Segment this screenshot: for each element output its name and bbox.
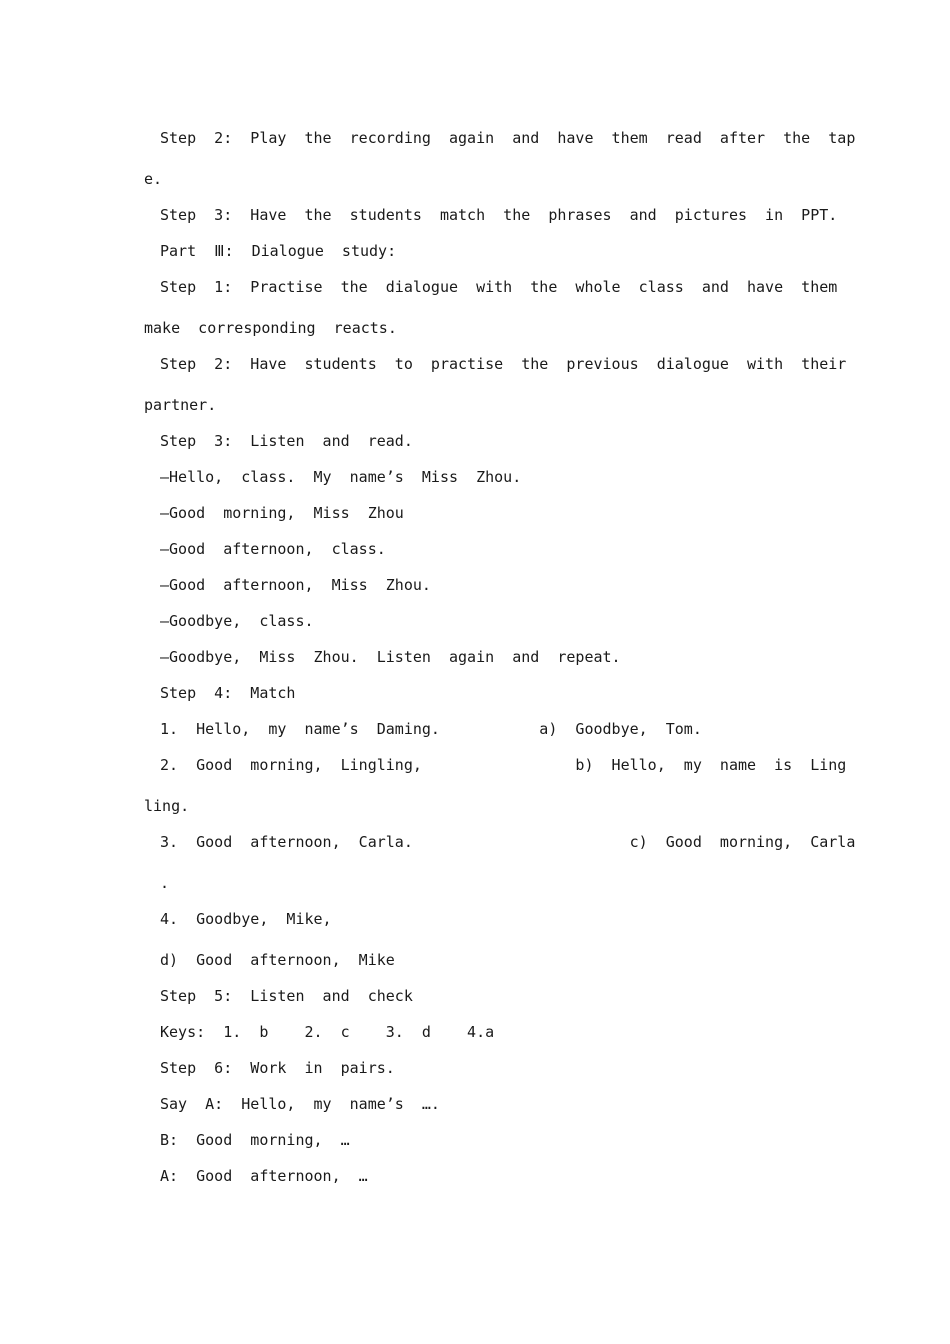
pair-dialogue-a2: A: Good afternoon, … bbox=[160, 1167, 368, 1185]
dialogue-line-6: —Goodbye, Miss Zhou. Listen again and repeat. bbox=[160, 648, 621, 666]
answer-keys: Keys: 1. b 2. c 3. d 4.a bbox=[160, 1023, 495, 1041]
match-item-3: 3. Good afternoon, Carla. c) Good morning, Carla bbox=[160, 833, 856, 851]
step-1-practise-wrap: make corresponding reacts. bbox=[144, 319, 397, 337]
match-item-4: 4. Goodbye, Mike, bbox=[160, 910, 332, 928]
step-2-play-wrap: e. bbox=[144, 170, 163, 188]
step-1-practise-line: Step 1: Practise the dialogue with the whole class and have them bbox=[160, 278, 838, 296]
dialogue-line-1: —Hello, class. My name’s Miss Zhou. bbox=[160, 468, 522, 486]
step-3-match-phrases: Step 3: Have the students match the phrases and pictures in PPT. bbox=[160, 206, 838, 224]
step-2-students-wrap: partner. bbox=[144, 396, 217, 414]
pair-dialogue-b: B: Good morning, … bbox=[160, 1131, 350, 1149]
pair-dialogue-a1: Say A: Hello, my name’s …. bbox=[160, 1095, 440, 1113]
step-6-heading: Step 6: Work in pairs. bbox=[160, 1059, 395, 1077]
match-item-1: 1. Hello, my name’s Daming. a) Goodbye, Tom. bbox=[160, 720, 702, 738]
part-3-heading: Part Ⅲ: Dialogue study: bbox=[160, 242, 397, 260]
step-5-heading: Step 5: Listen and check bbox=[160, 987, 413, 1005]
dialogue-line-4: —Good afternoon, Miss Zhou. bbox=[160, 576, 431, 594]
match-option-d: d) Good afternoon, Mike bbox=[160, 951, 395, 969]
step-2-play-line: Step 2: Play the recording again and have them read after the tap bbox=[160, 129, 856, 147]
match-item-2-wrap: ling. bbox=[144, 797, 190, 815]
dialogue-line-3: —Good afternoon, class. bbox=[160, 540, 386, 558]
step-2-students-line: Step 2: Have students to practise the previous dialogue with their bbox=[160, 355, 847, 373]
match-item-3-wrap: . bbox=[160, 874, 170, 892]
match-item-2: 2. Good morning, Lingling, b) Hello, my name is Ling bbox=[160, 756, 847, 774]
dialogue-line-5: —Goodbye, class. bbox=[160, 612, 314, 630]
step-3-listen-read: Step 3: Listen and read. bbox=[160, 432, 413, 450]
step-4-match-heading: Step 4: Match bbox=[160, 684, 296, 702]
dialogue-line-2: —Good morning, Miss Zhou bbox=[160, 504, 404, 522]
